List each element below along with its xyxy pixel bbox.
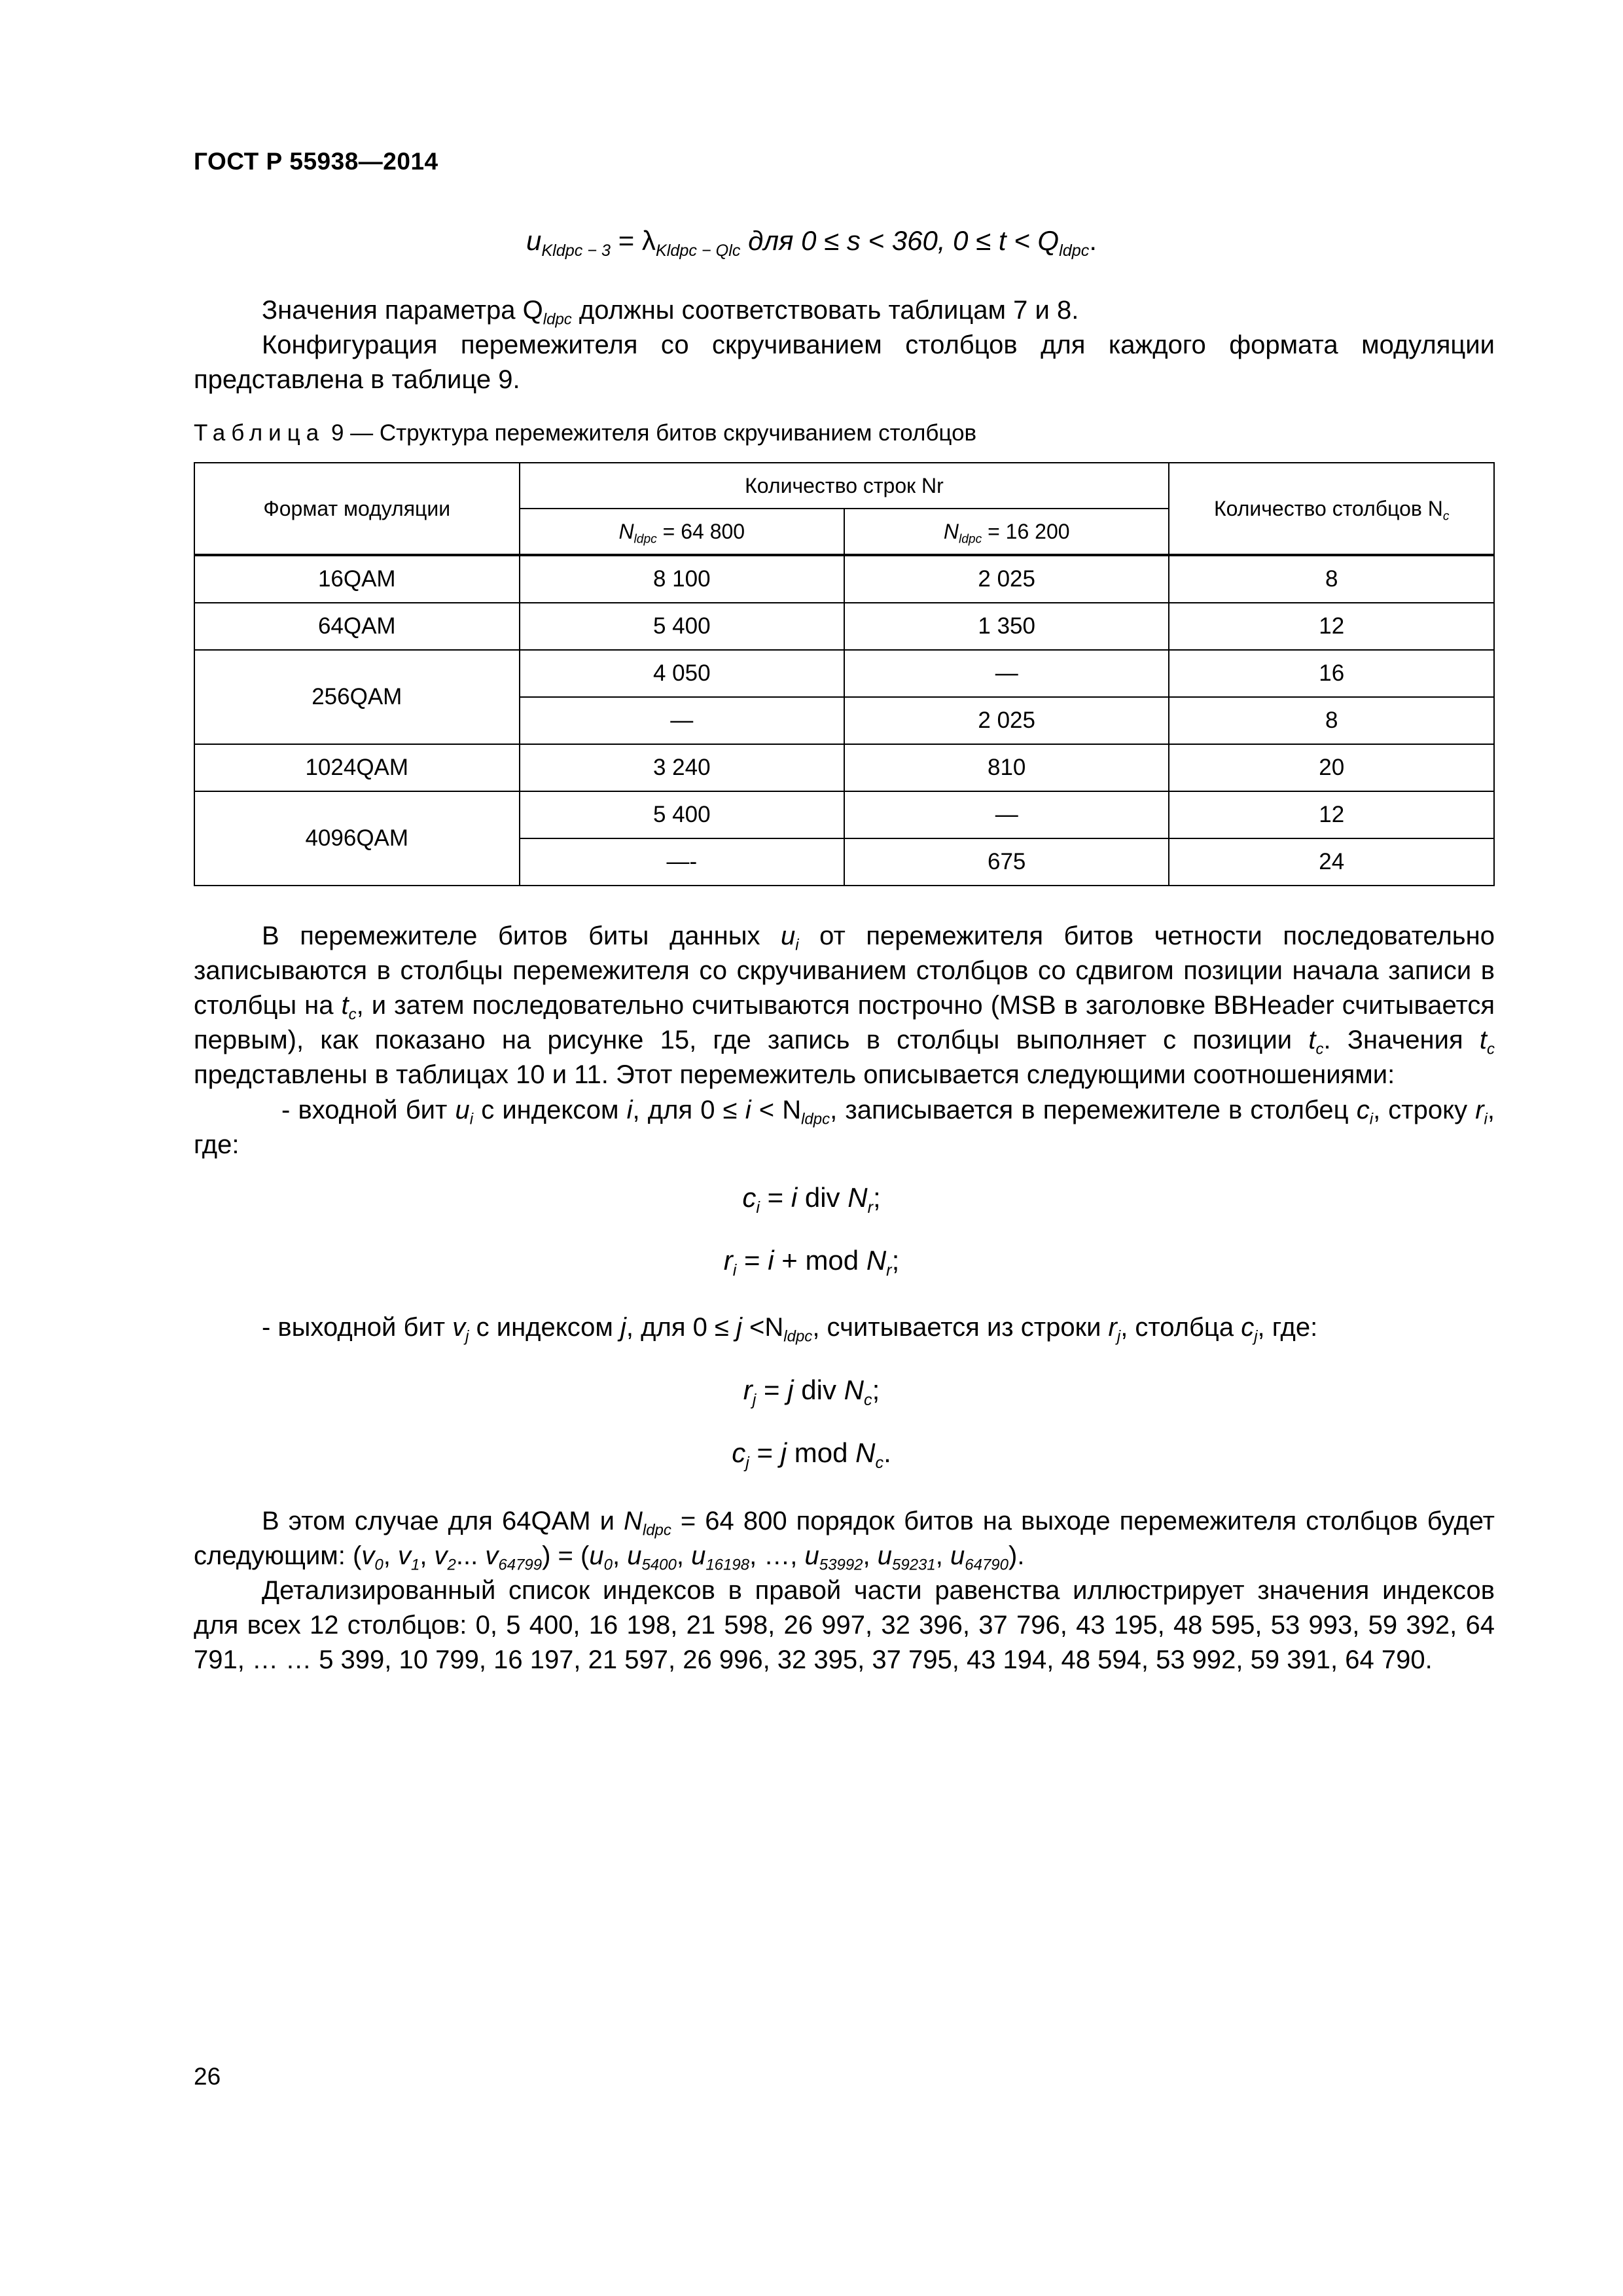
document-header: ГОСТ Р 55938—2014: [194, 148, 438, 175]
equation-cj: $c_j = j$ mod $N_c$.: [732, 1437, 891, 1472]
cell-rows-64800: —-: [520, 838, 844, 886]
cell-rows-16200: —: [844, 791, 1169, 838]
cell-rows-16200: 2 025: [844, 555, 1169, 603]
cell-format: 1024QAM: [194, 744, 520, 791]
equation-ri: $r_i = i$ + mod $N_r$;: [723, 1245, 900, 1280]
cell-columns: 8: [1169, 697, 1494, 744]
header-rows: Количество строк Nr: [520, 463, 1169, 509]
cell-columns: 24: [1169, 838, 1494, 886]
cell-rows-16200: 675: [844, 838, 1169, 886]
table-row: [194, 744, 1494, 791]
header-n-64800: $N_{ldpc} = 64$ 800: [520, 509, 844, 555]
header-format: Формат модуляции: [194, 463, 520, 555]
cell-columns: 20: [1169, 744, 1494, 791]
bullet-output-bit: - выходной бит $v_j$ с индексом j, для $0 \le j <N_{ldpc}$, считывается из строки $r_j$, столбца $c_j$, где:: [262, 1313, 1318, 1346]
table-row: [194, 603, 1494, 650]
cell-columns: 12: [1169, 791, 1494, 838]
cell-rows-16200: 1 350: [844, 603, 1169, 650]
equation-rj: $r_j = j$ div $N_c$;: [743, 1374, 880, 1409]
cell-rows-64800: 3 240: [520, 744, 844, 791]
cell-format: 16QAM: [194, 555, 520, 603]
paragraph-q-params: Значения параметра $Q_{ldpc}$ должны соответствовать таблицам 7 и 8.: [262, 296, 1079, 329]
header-n-16200: $N_{ldpc} = 16$ 200: [844, 509, 1169, 555]
table-row: [194, 650, 1494, 697]
cell-rows-16200: 810: [844, 744, 1169, 791]
page-number: 26: [194, 2063, 221, 2090]
cell-rows-16200: 2 025: [844, 697, 1169, 744]
formula-interleave: $u_{Kldpc - 3} = \lambda_{Kldpc - Qlc}$ для 0 ≤ s < 360, $0 \le t < Q_{ldpc}$.: [526, 225, 1097, 260]
cell-format: 256QAM: [194, 650, 520, 744]
paragraph-interleaver-description: В перемежителе битов биты данных $u_i$ от перемежителя битов четности последовательно записываются в столбцы перемежителя со скручиванием столбцов со сдвигом позиции начала записи в столбцы на $t_c$, и затем последовательно считываются построчно (MSB в заголовке BBHeader считывается первым), как показано на рисунке 15, где запись в столбцы выполняет с позиции $t_c$. Значения $t_c$ представлены в таблицах 10 и 11. Этот перемежитель описывается следующими соотношениями:: [194, 922, 1495, 1089]
cell-format: 64QAM: [194, 603, 520, 650]
table-row: [194, 555, 1494, 603]
cell-columns: 12: [1169, 603, 1494, 650]
table-row: [194, 791, 1494, 838]
header-columns: Количество столбцов $N_c$: [1169, 463, 1494, 555]
cell-rows-64800: 4 050: [520, 650, 844, 697]
cell-rows-16200: —: [844, 650, 1169, 697]
cell-rows-64800: 5 400: [520, 791, 844, 838]
equation-ci: $c_i = i$ div $N_r$;: [742, 1182, 881, 1217]
cell-columns: 8: [1169, 555, 1494, 603]
table-caption: Таблица 9 — Структура перемежителя битов скручиванием столбцов: [194, 420, 977, 446]
cell-rows-64800: 8 100: [520, 555, 844, 603]
paragraph-config: Конфигурация перемежителя со скручиванием столбцов для каждого формата модуляции представлена в таблице 9.: [194, 331, 1495, 394]
paragraph-bit-order: В этом случае для 64QAM и $N_{ldpc} = 64$ 800 порядок битов на выходе перемежителя столбцов будет следующим: ($v_0$, $v_1$, $v_2$... $v_{64799}) = (u_0$, $u_{5400}$, $u_{16198}$, …, $u_{53992}$, $u_{59231}$, $u_{64790}$).: [194, 1507, 1495, 1574]
cell-format: 4096QAM: [194, 791, 520, 886]
bullet-input-bit: - входной бит $u_i$ с индексом i, для $0 \le i < N_{ldpc}$, записывается в перемежителе в столбец $c_i$, строку $r_i$, где:: [194, 1096, 1495, 1159]
cell-rows-64800: —: [520, 697, 844, 744]
paragraph-index-list: Детализированный список индексов в правой части равенства иллюстрирует значения индексов для всех 12 столбцов: 0, 5 400, 16 198, 21 598, 26 997, 32 396, 37 796, 43 195, 48 595, 53 993, 59 392, 64 791, … … 5 399, 10 799, 16 197, 21 597, 26 996, 32 395, 37 795, 43 194, 48 594, 53 992, 59 391, 64 790.: [194, 1576, 1495, 1674]
table-interleaver-structure: [194, 462, 1495, 886]
cell-columns: 16: [1169, 650, 1494, 697]
cell-rows-64800: 5 400: [520, 603, 844, 650]
